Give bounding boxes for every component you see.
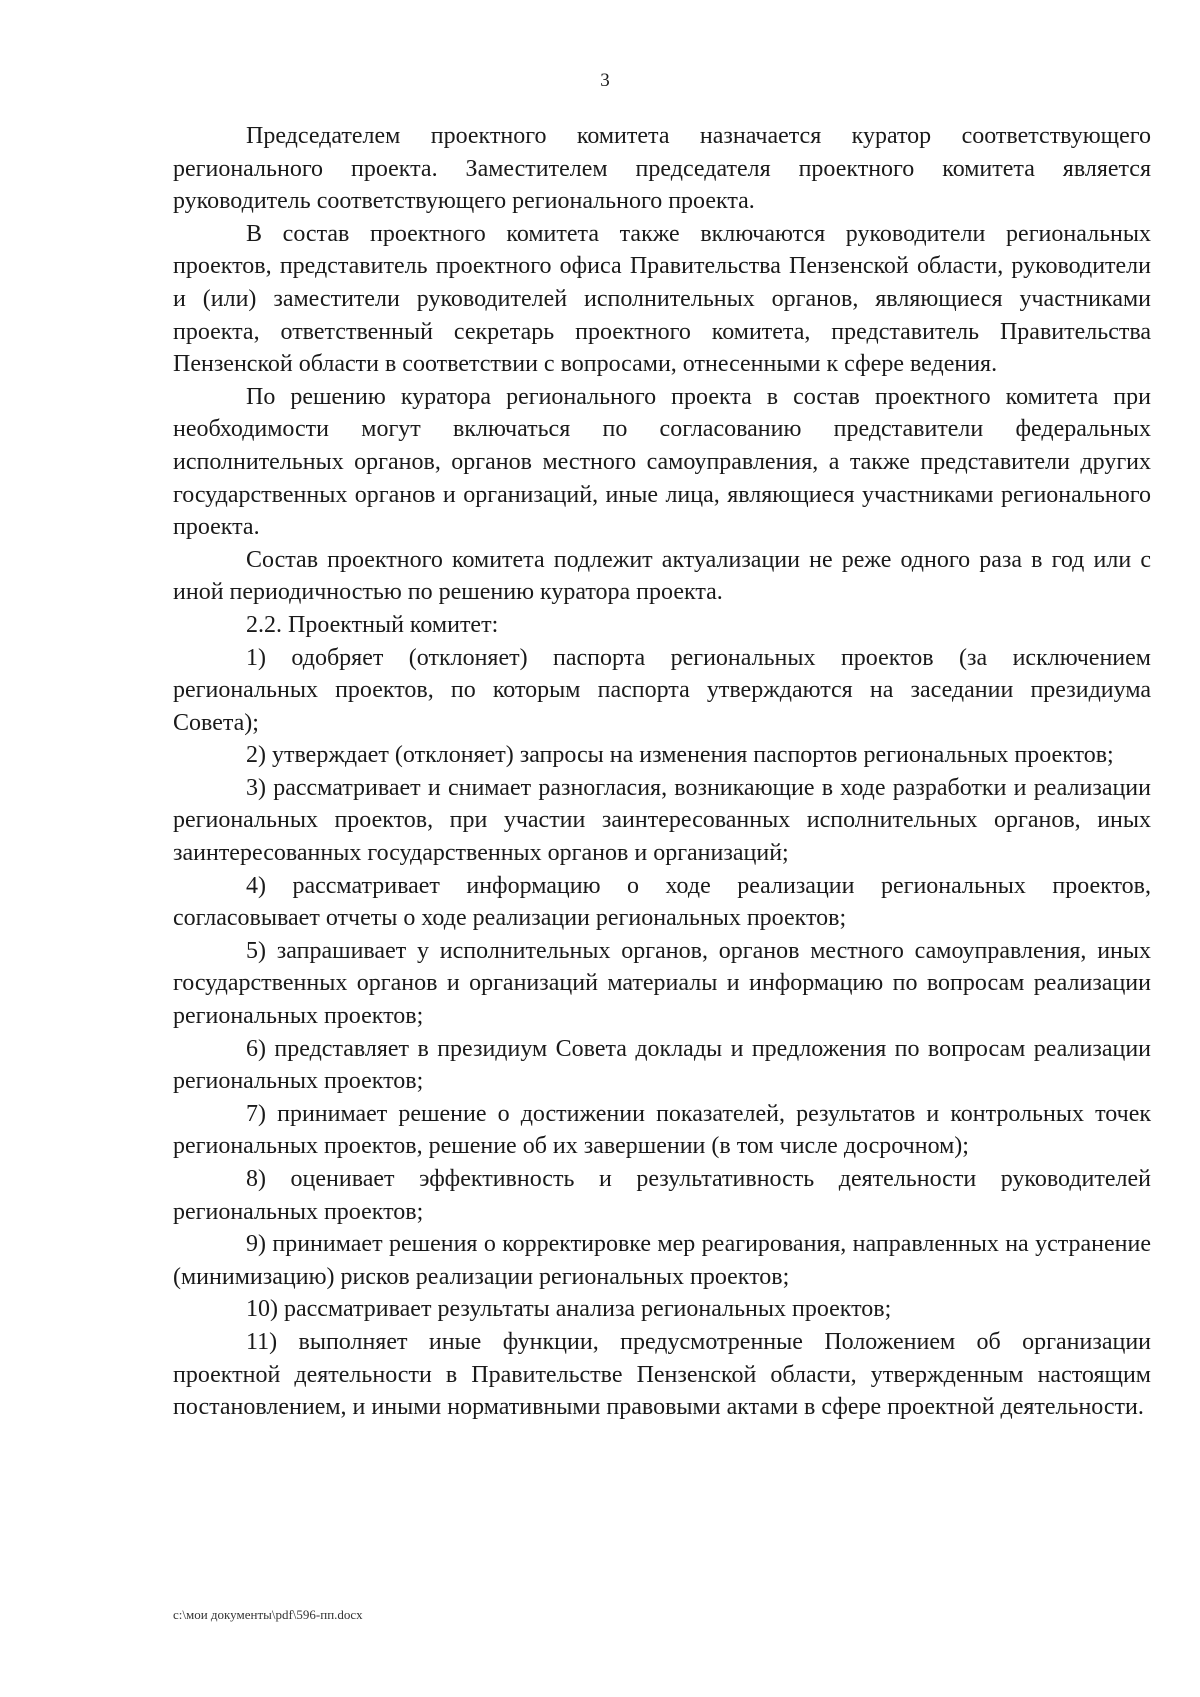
list-item-7: 7) принимает решение о достижении показателей, результатов и контрольных точек региональных проектов, решение об их завершении (в том числе досрочном); — [173, 1100, 1151, 1160]
paragraph-chairman: Председателем проектного комитета назначается куратор соответствующего регионального проекта. Заместителем председателя проектного комитета является руководитель соответствующего регионального проекта. — [173, 123, 1151, 215]
list-item-8: 8) оценивает эффективность и результативность деятельности руководителей региональных проектов; — [173, 1166, 1151, 1225]
list-item-1: 1) одобряет (отклоняет) паспорта региональных проектов (за исключением региональных проектов, по которым паспорта утверждаются на заседании президиума Совета); — [173, 644, 1151, 736]
list-item-9: 9) принимает решения о корректировке мер реагирования, направленных на устранение (минимизацию) рисков реализации региональных проектов; — [173, 1231, 1151, 1290]
paragraph-committee-composition: В состав проектного комитета также включаются руководители региональных проектов, представитель проектного офиса Правительства Пензенской области, руководители и (или) заместители руководителей исполнительных органов, являющиеся участниками проекта, ответственный секретарь проектного комитета, представитель Правительства Пензенской области в соответствии с вопросами, отнесенными к сфере ведения. — [173, 220, 1151, 378]
list-item-3: 3) рассматривает и снимает разногласия, возникающие в ходе разработки и реализации региональных проектов, при участии заинтересованных исполнительных органов, иных заинтересованных государственных органов и организаций; — [173, 774, 1151, 867]
footer-file-path: c:\мои документы\pdf\596-пп.docx — [173, 1607, 363, 1622]
paragraph-composition-update: Состав проектного комитета подлежит актуализации не реже одного раза в год или с иной периодичностью по решению куратора проекта. — [173, 546, 1151, 606]
list-item-6: 6) представляет в президиум Совета доклады и предложения по вопросам реализации региональных проектов; — [173, 1035, 1151, 1095]
list-item-2: 2) утверждает (отклоняет) запросы на изменения паспортов региональных проектов; — [246, 742, 1114, 769]
list-item-4: 4) рассматривает информацию о ходе реализации региональных проектов, согласовывает отчеты о ходе реализации региональных проектов; — [173, 872, 1151, 932]
list-item-5: 5) запрашивает у исполнительных органов, органов местного самоуправления, иных государственных органов и организаций материалы и информацию по вопросам реализации региональных проектов; — [173, 937, 1151, 1030]
list-item-11: 11) выполняет иные функции, предусмотренные Положением об организации проектной деятельности в Правительстве Пензенской области, утвержденным настоящим постановлением, и иными нормативными правовыми актами в сфере проектной деятельности. — [173, 1328, 1151, 1421]
section-heading-2-2: 2.2. Проектный комитет: — [246, 611, 499, 638]
document-body — [173, 120, 1151, 1424]
page-number: 3 — [600, 70, 610, 91]
list-item-10: 10) рассматривает результаты анализа региональных проектов; — [246, 1296, 892, 1323]
paragraph-curator-decision: По решению куратора регионального проекта в состав проектного комитета при необходимости могут включаться по согласованию представители федеральных исполнительных органов, органов местного самоуправления, а также представители других государственных органов и организаций, иные лица, являющиеся участниками регионального проекта. — [173, 383, 1151, 541]
